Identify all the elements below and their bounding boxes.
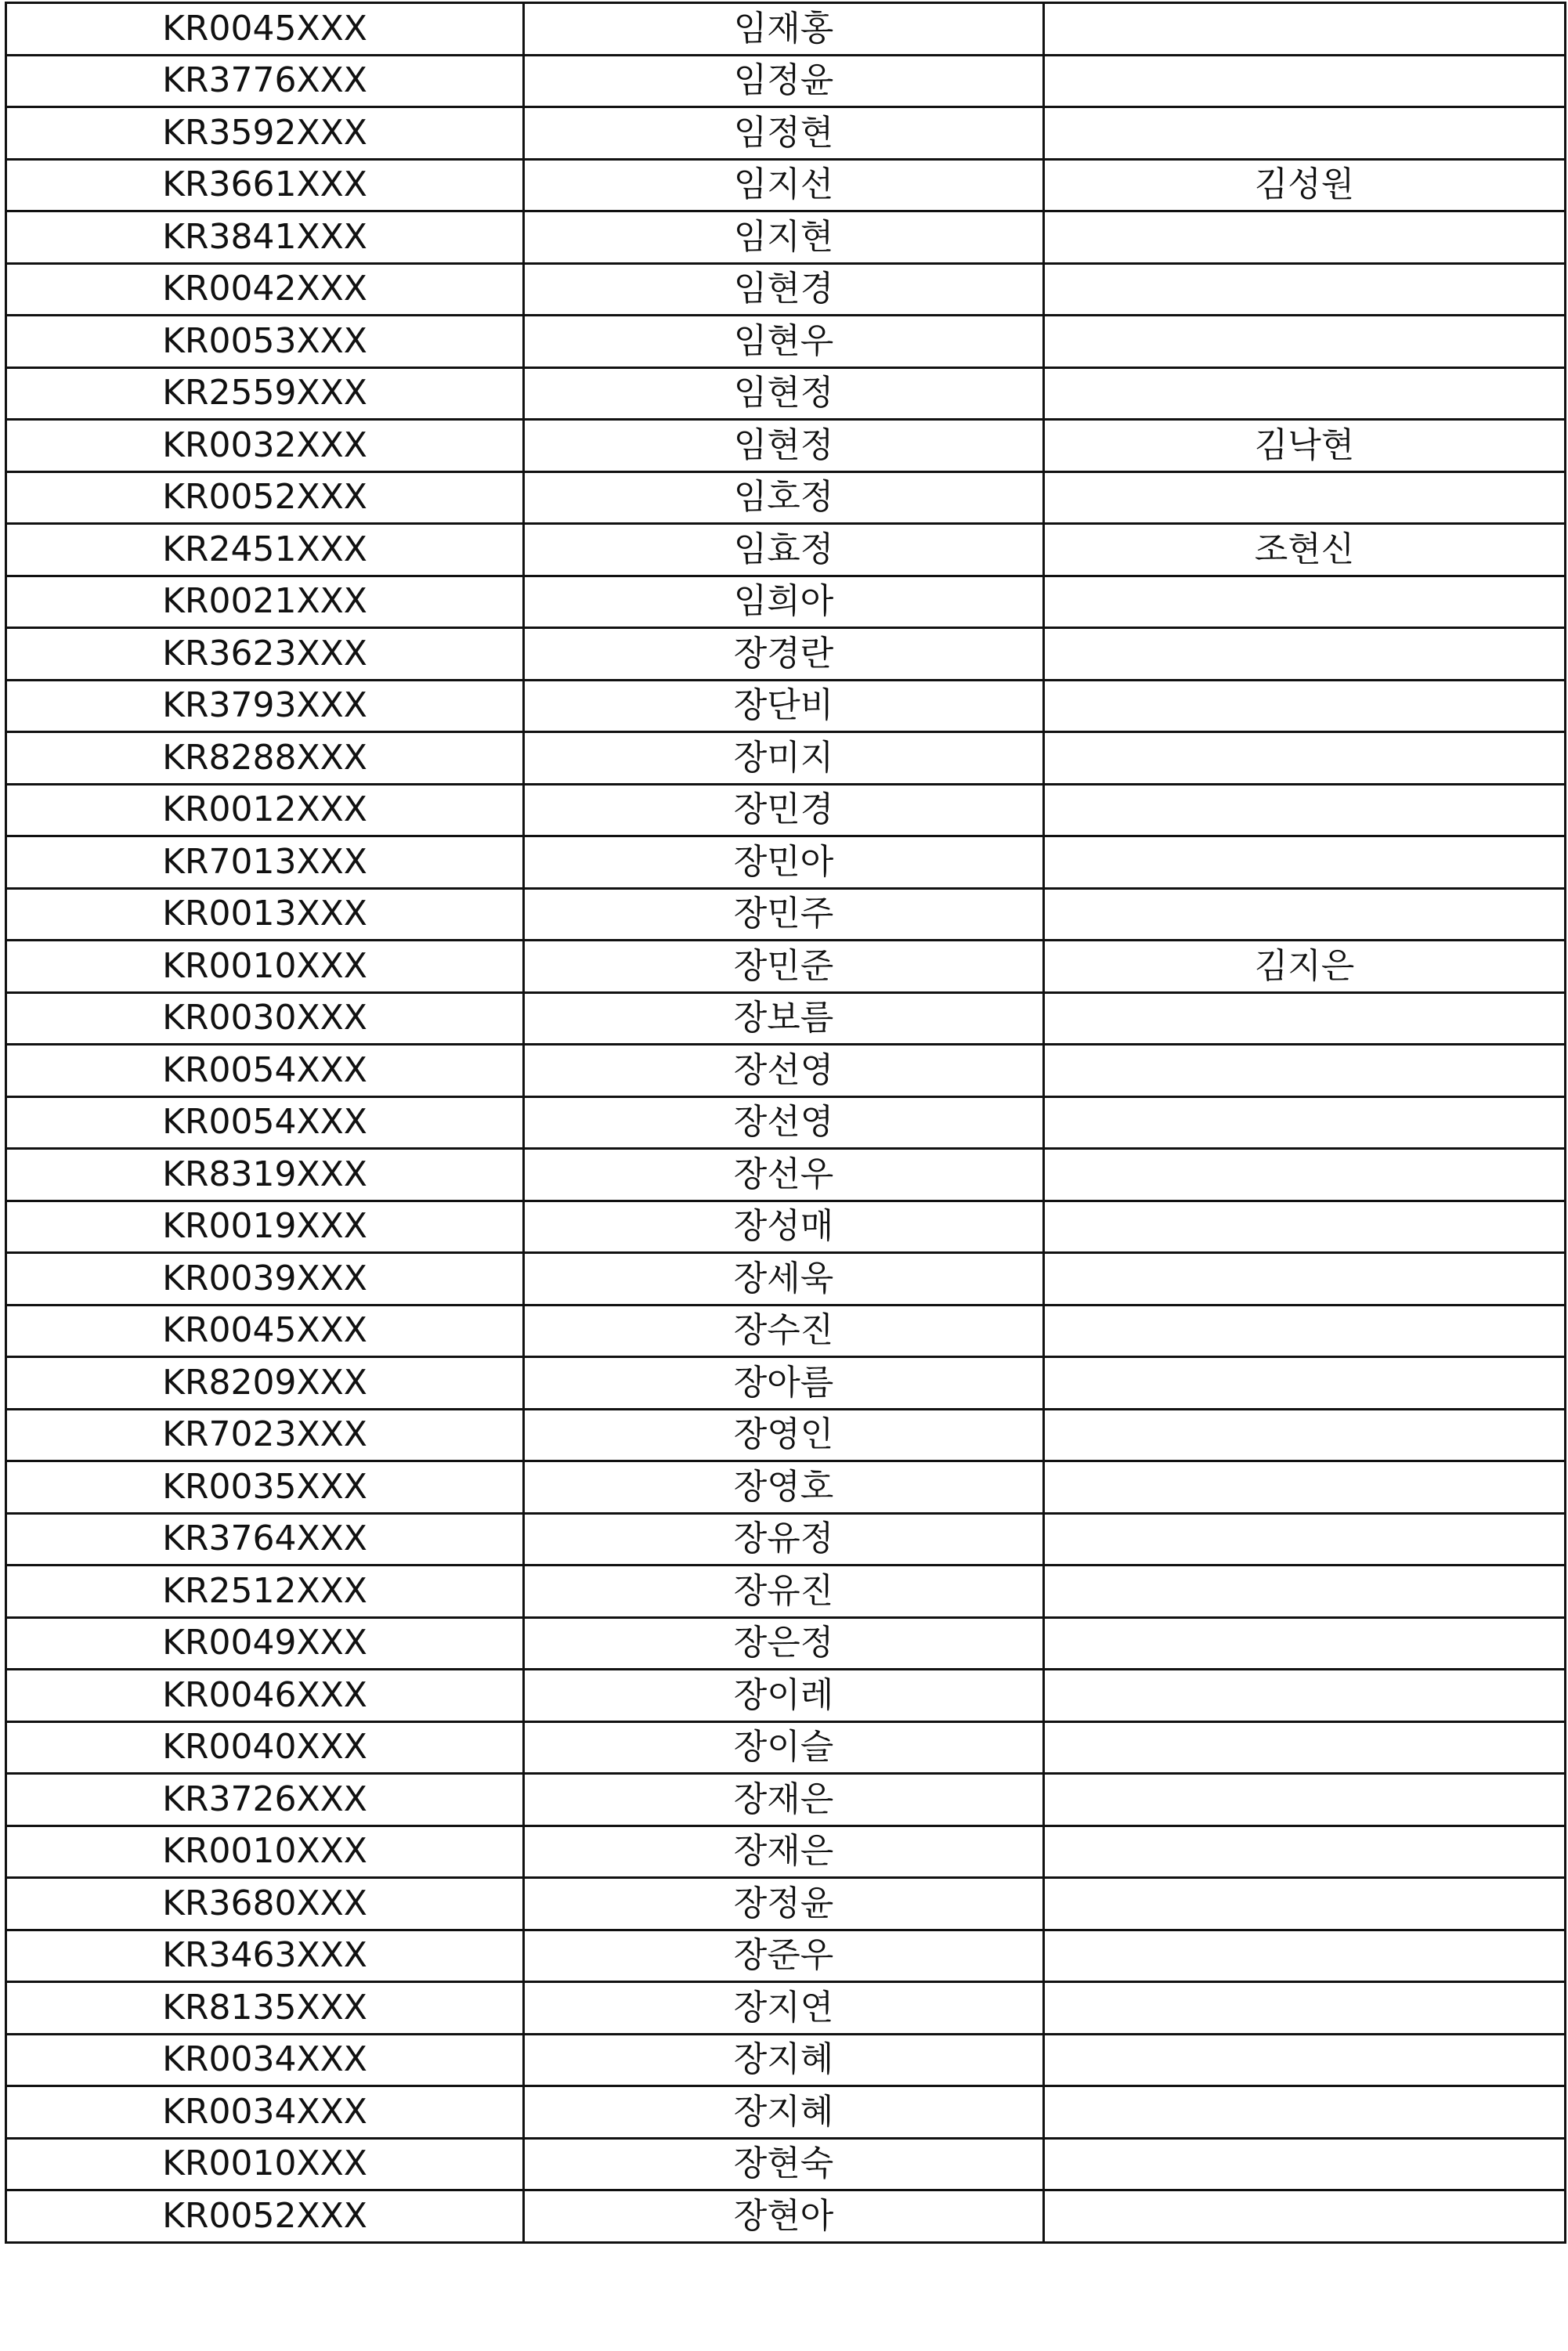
reference-cell: [1044, 576, 1566, 628]
table-row: [6, 1461, 1566, 1514]
registration-id-cell: KR0034XXX: [6, 2086, 524, 2139]
name-cell: 임재홍: [524, 3, 1044, 56]
name-cell: 장이슬: [524, 1721, 1044, 1774]
registration-id-cell: KR3592XXX: [6, 107, 524, 160]
reference-cell: 김성원: [1044, 159, 1566, 211]
reference-cell: 김지은: [1044, 941, 1566, 993]
name-cell: 장경란: [524, 628, 1044, 681]
registration-id-cell: KR0054XXX: [6, 1045, 524, 1097]
registration-id-cell: KR3776XXX: [6, 55, 524, 107]
name-cell: 임희아: [524, 576, 1044, 628]
name-cell: 장성매: [524, 1201, 1044, 1253]
registration-id-cell: KR3463XXX: [6, 1930, 524, 1982]
table-row: [6, 524, 1566, 576]
registration-id-cell: KR0052XXX: [6, 471, 524, 524]
name-cell: 장지혜: [524, 2086, 1044, 2139]
name-cell: 장세욱: [524, 1253, 1044, 1306]
table-row: [6, 941, 1566, 993]
table-row: [6, 316, 1566, 368]
table-row: [6, 2034, 1566, 2086]
name-cell: 장지연: [524, 1982, 1044, 2035]
registration-id-cell: KR3680XXX: [6, 1878, 524, 1930]
reference-cell: [1044, 1826, 1566, 1878]
name-cell: 임정윤: [524, 55, 1044, 107]
registry-table-body: [6, 3, 1566, 2243]
table-row: [6, 367, 1566, 420]
name-cell: 임효정: [524, 524, 1044, 576]
registration-id-cell: KR0040XXX: [6, 1721, 524, 1774]
table-row: [6, 1930, 1566, 1982]
name-cell: 장유진: [524, 1566, 1044, 1618]
reference-cell: [1044, 107, 1566, 160]
reference-cell: [1044, 1878, 1566, 1930]
registration-id-cell: KR0010XXX: [6, 2138, 524, 2190]
name-cell: 장민주: [524, 888, 1044, 941]
reference-cell: [1044, 1253, 1566, 1306]
name-cell: 장현숙: [524, 2138, 1044, 2190]
reference-cell: [1044, 1357, 1566, 1410]
reference-cell: [1044, 2138, 1566, 2190]
name-cell: 장민아: [524, 836, 1044, 889]
reference-cell: 조현신: [1044, 524, 1566, 576]
reference-cell: [1044, 1721, 1566, 1774]
table-row: [6, 1982, 1566, 2035]
registration-id-cell: KR8135XXX: [6, 1982, 524, 2035]
reference-cell: [1044, 1513, 1566, 1566]
name-cell: 장정윤: [524, 1878, 1044, 1930]
registration-id-cell: KR3726XXX: [6, 1774, 524, 1826]
table-row: [6, 1617, 1566, 1670]
registration-id-cell: KR3764XXX: [6, 1513, 524, 1566]
table-row: [6, 211, 1566, 264]
table-row: [6, 628, 1566, 681]
reference-cell: [1044, 888, 1566, 941]
registration-id-cell: KR0045XXX: [6, 3, 524, 56]
table-row: [6, 576, 1566, 628]
name-cell: 장재은: [524, 1774, 1044, 1826]
registration-id-cell: KR7013XXX: [6, 836, 524, 889]
name-cell: 장수진: [524, 1305, 1044, 1357]
registration-id-cell: KR0039XXX: [6, 1253, 524, 1306]
name-cell: 장준우: [524, 1930, 1044, 1982]
reference-cell: [1044, 1149, 1566, 1201]
reference-cell: [1044, 784, 1566, 836]
registration-id-cell: KR0045XXX: [6, 1305, 524, 1357]
table-row: [6, 471, 1566, 524]
reference-cell: 김낙현: [1044, 420, 1566, 472]
reference-cell: [1044, 2034, 1566, 2086]
registration-id-cell: KR0030XXX: [6, 992, 524, 1045]
name-cell: 임지선: [524, 159, 1044, 211]
reference-cell: [1044, 55, 1566, 107]
name-cell: 장단비: [524, 680, 1044, 732]
table-row: [6, 1253, 1566, 1306]
registration-id-cell: KR0042XXX: [6, 263, 524, 316]
table-row: [6, 55, 1566, 107]
table-row: [6, 2086, 1566, 2139]
reference-cell: [1044, 836, 1566, 889]
table-row: [6, 1357, 1566, 1410]
table-row: [6, 1201, 1566, 1253]
registration-id-cell: KR8209XXX: [6, 1357, 524, 1410]
reference-cell: [1044, 680, 1566, 732]
reference-cell: [1044, 1566, 1566, 1618]
table-row: [6, 420, 1566, 472]
name-cell: 장미지: [524, 732, 1044, 785]
name-cell: 장선우: [524, 1149, 1044, 1201]
reference-cell: [1044, 316, 1566, 368]
registration-id-cell: KR0010XXX: [6, 1826, 524, 1878]
reference-cell: [1044, 2190, 1566, 2243]
reference-cell: [1044, 628, 1566, 681]
name-cell: 임현정: [524, 420, 1044, 472]
registration-id-cell: KR3623XXX: [6, 628, 524, 681]
table-row: [6, 2190, 1566, 2243]
table-row: [6, 1774, 1566, 1826]
table-row: [6, 1721, 1566, 1774]
reference-cell: [1044, 1982, 1566, 2035]
table-row: [6, 1409, 1566, 1461]
reference-cell: [1044, 211, 1566, 264]
reference-cell: [1044, 1670, 1566, 1722]
name-cell: 장재은: [524, 1826, 1044, 1878]
reference-cell: [1044, 2086, 1566, 2139]
registration-id-cell: KR0046XXX: [6, 1670, 524, 1722]
name-cell: 장은정: [524, 1617, 1044, 1670]
reference-cell: [1044, 263, 1566, 316]
table-row: [6, 1670, 1566, 1722]
reference-cell: [1044, 471, 1566, 524]
registration-id-cell: KR0019XXX: [6, 1201, 524, 1253]
name-cell: 장선영: [524, 1045, 1044, 1097]
name-cell: 임호정: [524, 471, 1044, 524]
name-cell: 장민준: [524, 941, 1044, 993]
table-row: [6, 836, 1566, 889]
name-cell: 장보름: [524, 992, 1044, 1045]
registration-id-cell: KR0021XXX: [6, 576, 524, 628]
registration-id-cell: KR2559XXX: [6, 367, 524, 420]
table-row: [6, 1878, 1566, 1930]
reference-cell: [1044, 1045, 1566, 1097]
registration-id-cell: KR0049XXX: [6, 1617, 524, 1670]
registration-id-cell: KR3661XXX: [6, 159, 524, 211]
table-row: [6, 1566, 1566, 1618]
table-row: [6, 992, 1566, 1045]
table-row: [6, 888, 1566, 941]
name-cell: 장아름: [524, 1357, 1044, 1410]
registration-id-cell: KR0012XXX: [6, 784, 524, 836]
reference-cell: [1044, 1930, 1566, 1982]
name-cell: 임지현: [524, 211, 1044, 264]
table-row: [6, 159, 1566, 211]
reference-cell: [1044, 1409, 1566, 1461]
table-row: [6, 1045, 1566, 1097]
name-cell: 장이레: [524, 1670, 1044, 1722]
reference-cell: [1044, 1201, 1566, 1253]
reference-cell: [1044, 1617, 1566, 1670]
registry-table: [5, 2, 1566, 2244]
registration-id-cell: KR0032XXX: [6, 420, 524, 472]
table-row: [6, 1826, 1566, 1878]
reference-cell: [1044, 3, 1566, 56]
name-cell: 장민경: [524, 784, 1044, 836]
name-cell: 장현아: [524, 2190, 1044, 2243]
table-row: [6, 3, 1566, 56]
table-row: [6, 107, 1566, 160]
reference-cell: [1044, 1461, 1566, 1514]
reference-cell: [1044, 1774, 1566, 1826]
registration-id-cell: KR0053XXX: [6, 316, 524, 368]
reference-cell: [1044, 732, 1566, 785]
name-cell: 임정현: [524, 107, 1044, 160]
name-cell: 임현우: [524, 316, 1044, 368]
table-row: [6, 784, 1566, 836]
registration-id-cell: KR2451XXX: [6, 524, 524, 576]
registration-id-cell: KR7023XXX: [6, 1409, 524, 1461]
reference-cell: [1044, 1305, 1566, 1357]
table-row: [6, 1305, 1566, 1357]
reference-cell: [1044, 367, 1566, 420]
reference-cell: [1044, 992, 1566, 1045]
registration-id-cell: KR3793XXX: [6, 680, 524, 732]
table-row: [6, 732, 1566, 785]
table-row: [6, 2138, 1566, 2190]
name-cell: 임현경: [524, 263, 1044, 316]
registration-id-cell: KR0054XXX: [6, 1096, 524, 1149]
registration-id-cell: KR8288XXX: [6, 732, 524, 785]
name-cell: 장지혜: [524, 2034, 1044, 2086]
registration-id-cell: KR8319XXX: [6, 1149, 524, 1201]
registration-id-cell: KR2512XXX: [6, 1566, 524, 1618]
name-cell: 장영호: [524, 1461, 1044, 1514]
registration-id-cell: KR3841XXX: [6, 211, 524, 264]
registration-id-cell: KR0010XXX: [6, 941, 524, 993]
name-cell: 임현정: [524, 367, 1044, 420]
registration-id-cell: KR0035XXX: [6, 1461, 524, 1514]
table-row: [6, 680, 1566, 732]
registration-id-cell: KR0034XXX: [6, 2034, 524, 2086]
reference-cell: [1044, 1096, 1566, 1149]
table-row: [6, 1513, 1566, 1566]
registration-id-cell: KR0013XXX: [6, 888, 524, 941]
registration-id-cell: KR0052XXX: [6, 2190, 524, 2243]
table-row: [6, 1149, 1566, 1201]
table-row: [6, 1096, 1566, 1149]
name-cell: 장선영: [524, 1096, 1044, 1149]
name-cell: 장유정: [524, 1513, 1044, 1566]
name-cell: 장영인: [524, 1409, 1044, 1461]
table-row: [6, 263, 1566, 316]
